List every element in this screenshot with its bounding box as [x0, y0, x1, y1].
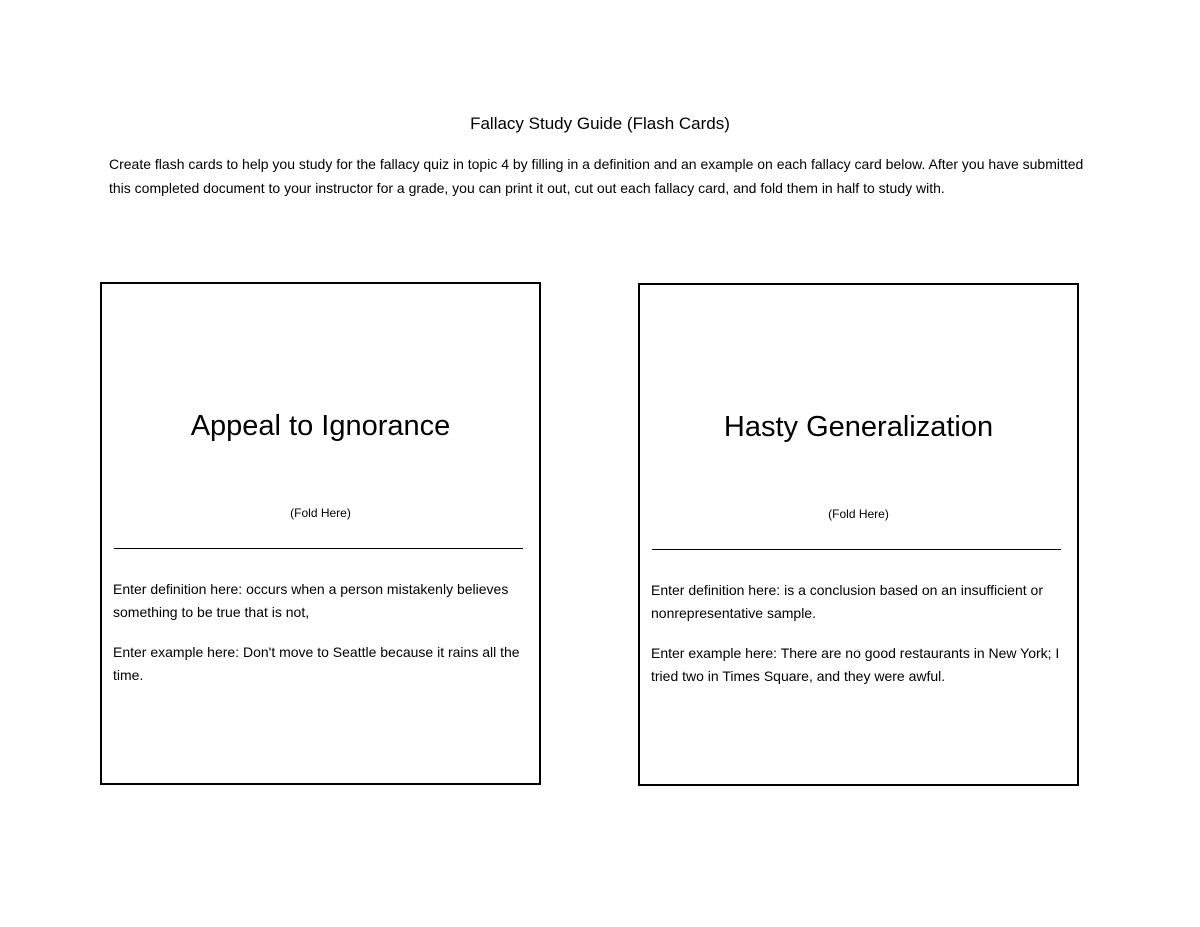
card-body [113, 578, 527, 704]
card-fallacy-name: Hasty Generalization [723, 411, 994, 443]
card-example[interactable]: Enter example here: Don't move to Seattle because it rains all the time. [113, 644, 520, 683]
instructions-paragraph: Create flash cards to help you study for the fallacy quiz in topic 4 by filling in a definition and an example on each fallacy card below. After you have submitted this completed document to your instructor for a grade, you can print it out, cut out each fallacy card, and fold them in half to study with. [109, 156, 1084, 196]
card-example[interactable]: Enter example here: There are no good restaurants in New York; I tried two in Times Square, and they were awful. [651, 645, 1060, 684]
fold-line [652, 549, 1061, 550]
flash-card-hasty-generalization [638, 283, 1079, 786]
fold-label: (Fold Here) [828, 507, 889, 521]
card-body [651, 579, 1065, 705]
page-title: Fallacy Study Guide (Flash Cards) [470, 114, 730, 133]
card-definition[interactable]: Enter definition here: is a conclusion based on an insufficient or nonrepresentative sample. [651, 582, 1043, 621]
fold-line [114, 548, 523, 549]
card-fallacy-name: Appeal to Ignorance [190, 410, 451, 442]
flash-card-appeal-to-ignorance [100, 282, 541, 785]
card-definition[interactable]: Enter definition here: occurs when a person mistakenly believes something to be true that is not, [113, 581, 509, 620]
fold-label: (Fold Here) [290, 506, 351, 520]
